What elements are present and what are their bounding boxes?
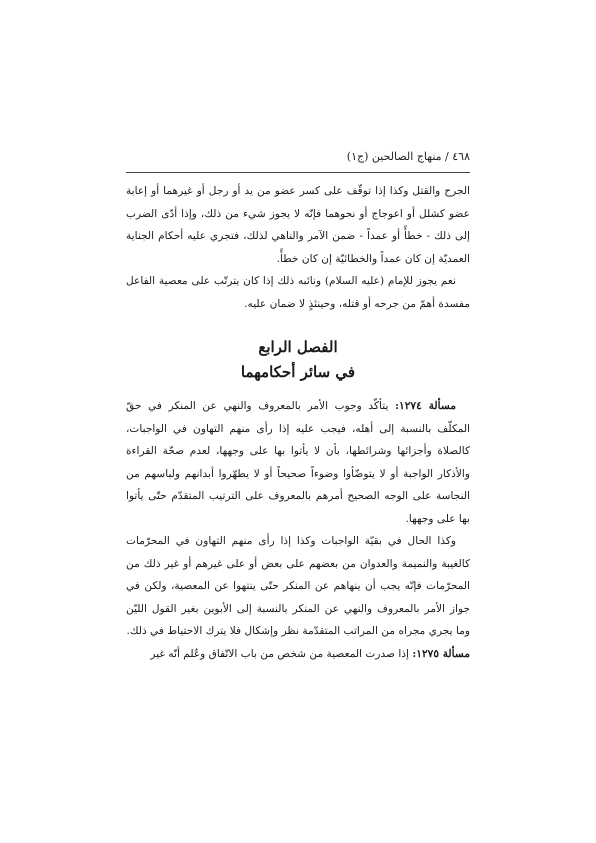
page-number: ٤٦٨ [452, 150, 470, 163]
issue-1274-label: مسألة ١٢٧٤: [395, 400, 456, 412]
header-rule [126, 172, 470, 173]
issue-1275-paragraph [126, 643, 470, 666]
header-separator: / [445, 150, 449, 163]
chapter-heading: الفصل الرابع [258, 338, 338, 356]
issue-1275-label: مسألة ١٢٧٥: [412, 647, 470, 660]
paragraph-imam-exception: نعم يجوز للإمام (عليه السلام) ونائبه ذلك إذا كان يترتّب على معصية الفاعل مفسدة أهمّ من جرحه أو قتله، وحينئذٍ لا ضمان عليه. [126, 275, 470, 310]
chapter-subheading: في سائر أحكامهما [240, 363, 356, 381]
paragraph-other-obligations: وكذا الحال في بقيّة الواجبات وكذا إذا رأى منهم التهاون في المحرّمات كالغيبة والنميمة والعدوان من بعضهم على بعض أو على غيرهم أو غير ذلك من المحرّمات فإنّه يجب أن ينهاهم عن المنكر حتّى ينتهوا عن المعصية، ولكن في جواز الأمر بالمعروف والنهي عن المنكر بالنسبة إلى الأبوين بغير القول الليّن وما يجري مجراه من المراتب المتقدّمة نظر وإشكال فلا يترك الاحتياط في ذلك. [126, 535, 470, 637]
running-header [126, 150, 470, 164]
body-text [126, 180, 470, 665]
issue-1275-text: إذا صدرت المعصية من شخص من باب الاتّفاق وعُلم أنّه غير [150, 647, 409, 660]
issue-1274-paragraph [126, 395, 470, 530]
issue-1274-text: يتأكّد وجوب الأمر بالمعروف والنهي عن المنكر في حقّ المكلّف بالنسبة إلى أهله، فيجب عليه إذا رأى منهم التهاون في الواجبات، كالصلاة وأجزائها وشرائطها، بأن لا يأتوا بها على وجهها، لعدم صحّة القراءة والأذكار الواجبة أو لا يتوضّأوا وضوءاً صحيحاً أو لا يطهّروا أبدانهم ولباسهم من النجاسة على الوجه الصحيح أمرهم بالمعروف على الترتيب المتقدّم حتّى يأتوا بها على وجهها. [126, 400, 470, 525]
book-title: منهاج الصالحين (ج١) [346, 150, 442, 163]
paragraph-injury-liability: الجرح والقتل وكذا إذا توقّف على كسر عضو من يد أو رجل أو غيرهما أو إعابة عضو كشلل أو اعوجاج أو نحوهما فإنّه لا يجوز شيء من ذلك، وإذا أدّى الضرب إلى ذلك - خطأً أو عمداً - ضمن الآمر والناهي لذلك، فتجري عليه أحكام الجناية العمديّة إن كان عمداً والخطائيّة إن كان خطأً. [126, 185, 470, 265]
